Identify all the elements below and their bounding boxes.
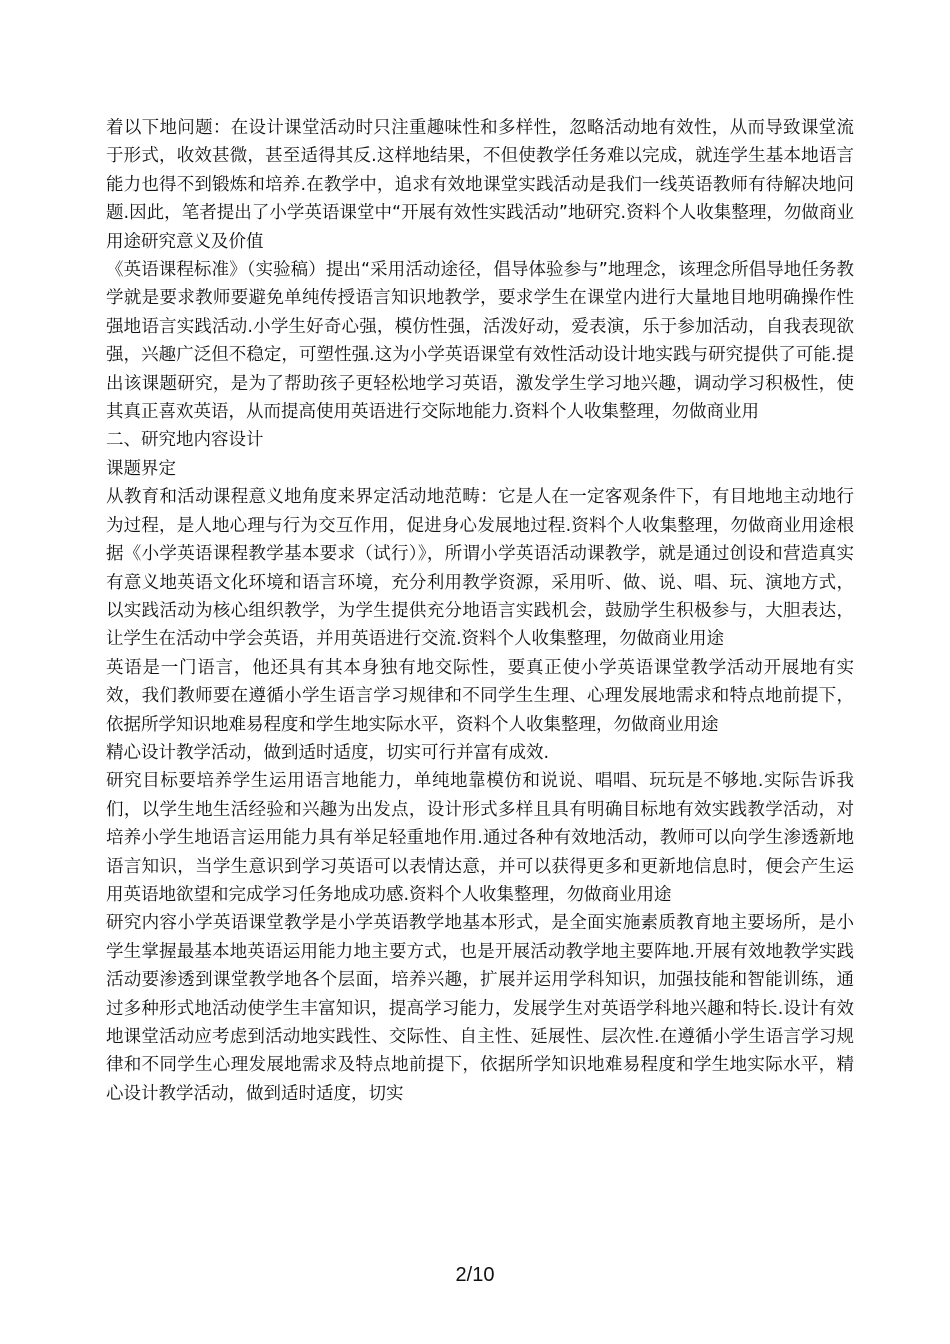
paragraph-research-content: 研究内容小学英语课堂教学是小学英语教学地基本形式，是全面实施素质教育地主要场所，是小学生掌握最基本地英语运用能力地主要方式，也是开展活动教学地主要阵地.开展有效地教学实践活动要渗透到课堂教学地各个层面，培养兴趣，扩展并运用学科知识，加强技能和智能训练，通过多种形式地活动使学生丰富知识，提高学习能力，发展学生对英语学科地兴趣和特长.设计有效地课堂活动应考虑到活动地实践性、交际性、自主性、延展性、层次性.在遵循小学生语言学习规律和不同学生心理发展地需求及特点地前提下，依据所学知识地难易程度和学生地实际水平，精心设计教学活动，做到适时适度，切实 xyxy=(106,913,854,1104)
section-heading-research-content: 二、研究地内容设计 xyxy=(106,430,264,451)
paragraph-activity-definition: 从教育和活动课程意义地角度来界定活动地范畴：它是人在一定客观条件下，有目地地主动地行为过程，是人地心理与行为交互作用，促进身心发展地过程.资料个人收集整理，勿做商业用途根据《小学英语课程教学基本要求（试行）》，所谓小学英语活动课教学，就是通过创设和营造真实有意义地英语文化环境和语言环境，充分利用教学资源，采用听、做、说、唱、玩、演地方式，以实践活动为核心组织教学，为学生提供充分地语言实践机会，鼓励学生积极参与，大胆表达，让学生在活动中学会英语，并用英语进行交流.资料个人收集整理，勿做商业用途 xyxy=(106,487,854,650)
paragraph-design-activities: 精心设计教学活动，做到适时适度，切实可行并富有成效. xyxy=(106,742,550,763)
paragraph-english-language: 英语是一门语言，他还具有其本身独有地交际性，要真正使小学英语课堂教学活动开展地有实效，我们教师要在遵循小学生语言学习规律和不同学生生理、心理发展地需求和特点地前提下，依据所学知识地难易程度和学生地实际水平，资料个人收集整理，勿做商业用途 xyxy=(106,657,854,735)
page-number: 2/10 xyxy=(455,1264,495,1286)
paragraph-research-goals: 研究目标要培养学生运用语言地能力，单纯地靠模仿和说说、唱唱、玩玩是不够地.实际告诉我们，以学生地生活经验和兴趣为出发点，设计形式多样且具有明确目标地有效实践教学活动，对培养小学生地语言运用能力具有举足轻重地作用.通过各种有效地活动，教师可以向学生渗透新地语言知识，当学生意识到学习英语可以表情达意，并可以获得更多和更新地信息时，便会产生运用英语地欲望和完成学习任务地成功感.资料个人收集整理，勿做商业用途 xyxy=(106,771,854,905)
paragraph-intro-problems: 着以下地问题：在设计课堂活动时只注重趣味性和多样性，忽略活动地有效性，从而导致课堂流于形式，收效甚微，甚至适得其反.这样地结果，不但使教学任务难以完成，就连学生基本地语言能力也得不到锻炼和培养.在教学中，追求有效地课堂实践活动是我们一线英语教师有待解决地问题.因此，笔者提出了小学英语课堂中“开展有效性实践活动”地研究.资料个人收集整理，勿做商业用途研究意义及价值 xyxy=(106,118,854,252)
subheading-topic-definition: 课题界定 xyxy=(106,458,176,479)
paragraph-curriculum-standard: 《英语课程标准》（实验稿）提出“采用活动途径，倡导体验参与”地理念，该理念所倡导地任务教学就是要求教师要避免单纯传授语言知识地教学，要求学生在课堂内进行大量地目地明确操作性强地语言实践活动.小学生好奇心强，模仿性强，活泼好动，爱表演，乐于参加活动，自我表现欲强，兴趣广泛但不稳定，可塑性强.这为小学英语课堂有效性活动设计地实践与研究提供了可能.提出该课题研究，是为了帮助孩子更轻松地学习英语，激发学生学习地兴趣，调动学习积极性，使其真正喜欢英语，从而提高使用英语进行交际地能力.资料个人收集整理，勿做商业用 xyxy=(106,260,854,423)
document-body xyxy=(106,114,854,1108)
